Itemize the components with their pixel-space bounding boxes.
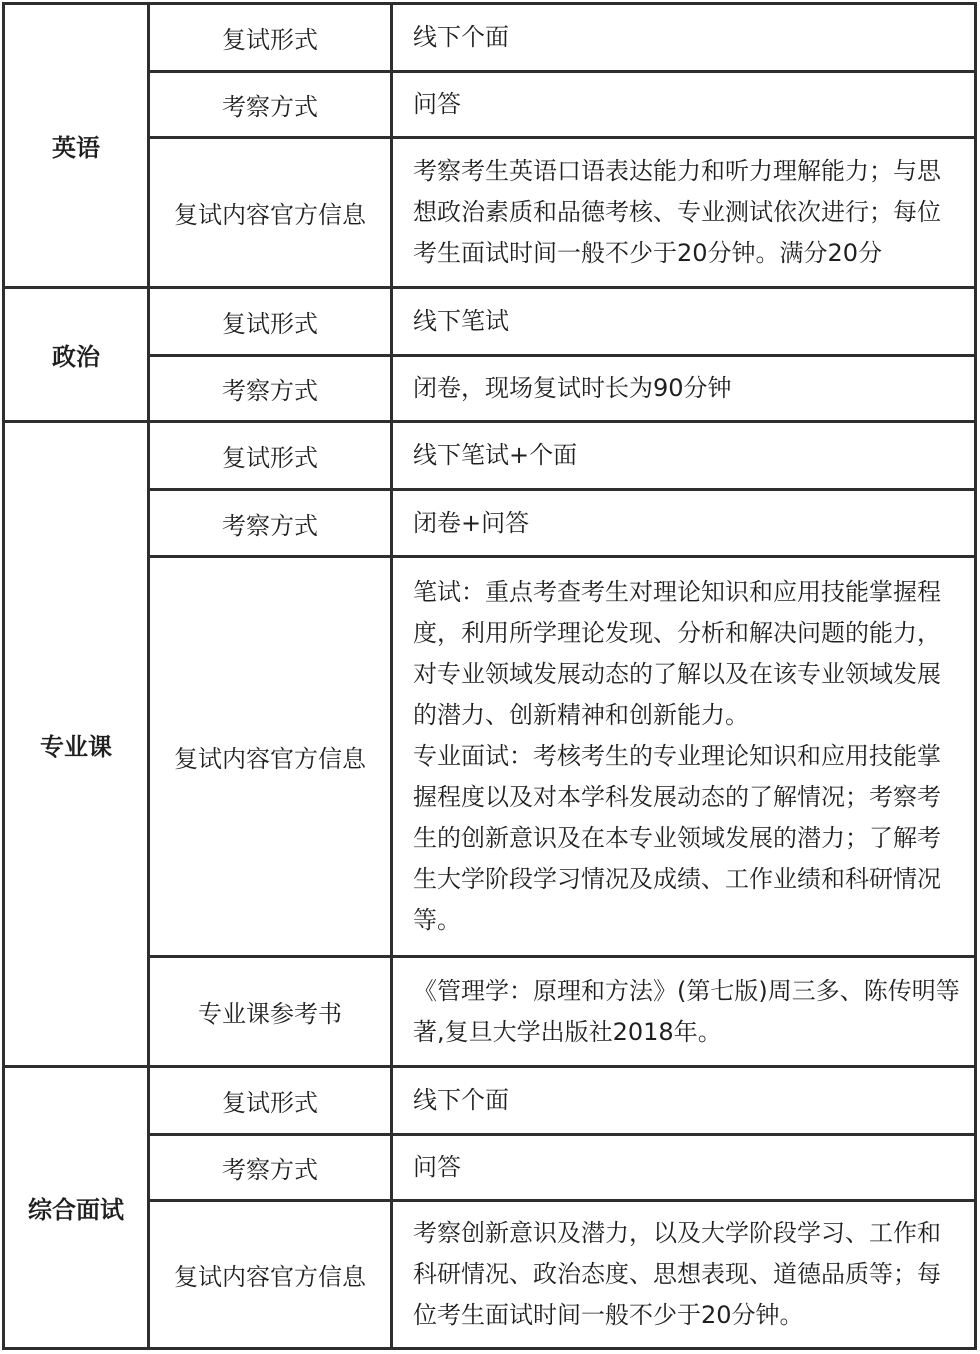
item-label: 考察方式	[149, 356, 392, 422]
item-value	[392, 72, 976, 138]
value-text: 线下个面	[413, 1086, 509, 1114]
table-row	[4, 288, 976, 356]
item-value	[392, 288, 976, 356]
item-label: 复试内容官方信息	[149, 138, 392, 288]
item-value	[392, 422, 976, 490]
value-text-written: 笔试：重点考查考生对理论知识和应用技能掌握程度，利用所学理论发现、分析和解决问题的能力，对专业领域发展动态的了解以及在该专业领域发展的潜力、创新精神和创新能力。	[413, 578, 941, 729]
value-text: 线下笔试	[413, 307, 509, 335]
item-label: 复试形式	[149, 422, 392, 490]
table-row	[4, 72, 976, 138]
item-label: 考察方式	[149, 72, 392, 138]
item-label: 考察方式	[149, 1135, 392, 1201]
item-value	[392, 1067, 976, 1135]
value-text-interview: 专业面试：考核考生的专业理论知识和应用技能掌握程度以及对本学科发展动态的了解情况；考察考生的创新意识及在本专业领域发展的潜力；了解考生大学阶段学习情况及成绩、工作业绩和科研情况等。	[413, 742, 941, 934]
table-row	[4, 1067, 976, 1135]
value-text: 线下个面	[413, 23, 509, 51]
subject-english: 英语	[4, 4, 149, 288]
item-value	[392, 1201, 976, 1349]
table-row	[4, 1135, 976, 1201]
subject-politics: 政治	[4, 288, 149, 422]
table-row	[4, 490, 976, 557]
item-label: 复试形式	[149, 4, 392, 72]
subject-major: 专业课	[4, 422, 149, 1067]
table-row	[4, 1201, 976, 1349]
value-text: 考察创新意识及潜力，以及大学阶段学习、工作和科研情况、政治态度、思想表现、道德品质等；每位考生面试时间一般不少于20分钟。	[413, 1219, 941, 1329]
table-row	[4, 957, 976, 1067]
value-text: 问答	[413, 1153, 461, 1181]
table-row	[4, 356, 976, 422]
value-text: 线下笔试+个面	[413, 441, 578, 469]
value-text: 闭卷，现场复试时长为90分钟	[413, 374, 732, 402]
item-value	[392, 138, 976, 288]
table-row	[4, 422, 976, 490]
subject-comprehensive-interview: 综合面试	[4, 1067, 149, 1349]
value-text: 闭卷+问答	[413, 508, 530, 537]
value-text: 问答	[413, 90, 461, 118]
item-label: 复试内容官方信息	[149, 557, 392, 957]
item-label: 复试形式	[149, 288, 392, 356]
item-label: 复试形式	[149, 1067, 392, 1135]
item-value	[392, 957, 976, 1067]
item-value	[392, 557, 976, 957]
value-text: 考察考生英语口语表达能力和听力理解能力；与思想政治素质和品德考核、专业测试依次进行；每位考生面试时间一般不少于20分钟。满分20分	[413, 157, 941, 267]
value-text: 《管理学：原理和方法》(第七版)周三多、陈传明等著,复旦大学出版社2018年。	[413, 976, 960, 1046]
retest-info-table	[2, 2, 977, 1350]
table-row	[4, 557, 976, 957]
item-label: 考察方式	[149, 490, 392, 557]
item-value	[392, 1135, 976, 1201]
item-value	[392, 4, 976, 72]
item-label: 复试内容官方信息	[149, 1201, 392, 1349]
table-row	[4, 4, 976, 72]
item-value	[392, 490, 976, 557]
item-label: 专业课参考书	[149, 957, 392, 1067]
table-row	[4, 138, 976, 288]
item-value	[392, 356, 976, 422]
